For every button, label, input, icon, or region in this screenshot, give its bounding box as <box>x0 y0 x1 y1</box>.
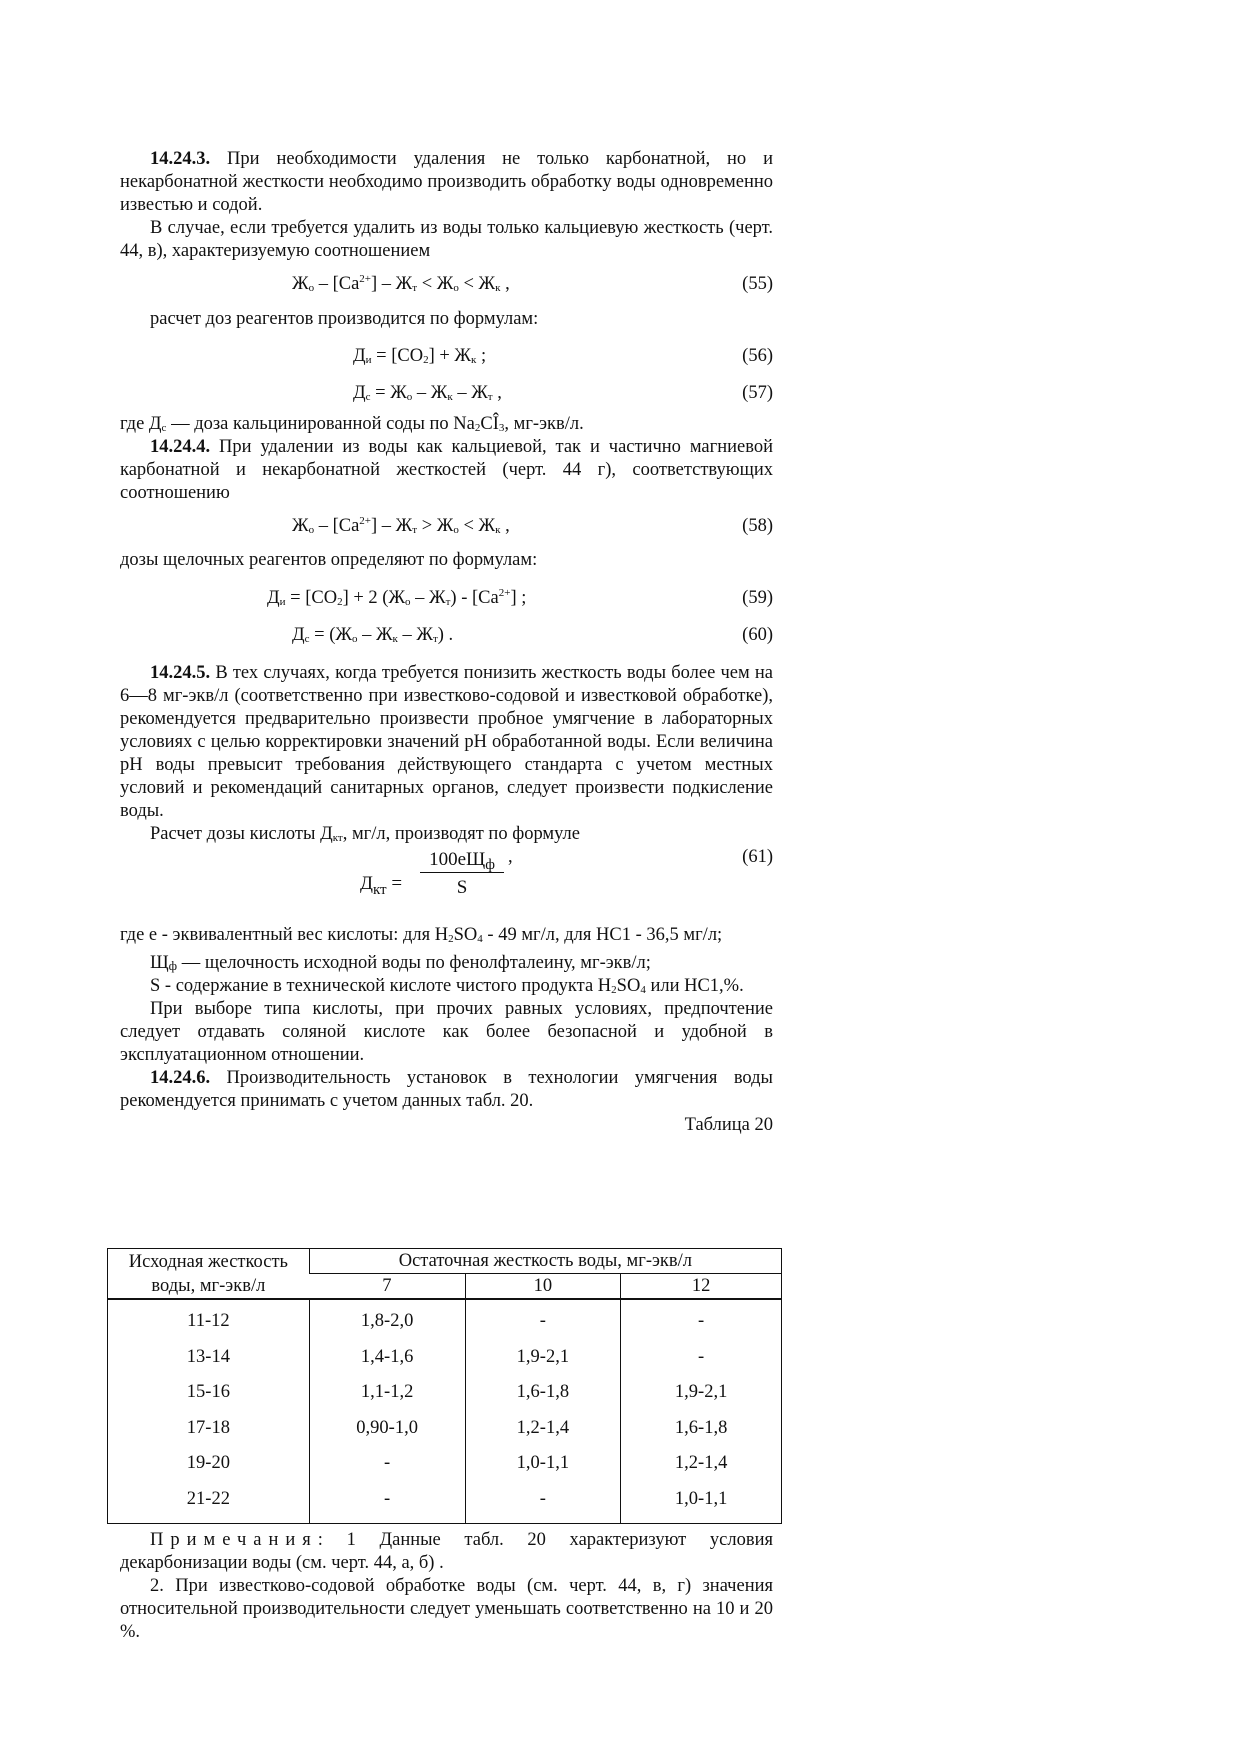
equation-number: (59) <box>742 588 773 608</box>
equation-number: (57) <box>742 383 773 403</box>
equation-formula: $Д_и = [CO_2] + 2$ $(Ж_о - Ж_т) - [Ca^{2+}]$ ; <box>267 587 527 608</box>
equation-formula: $Д_и = [CO_2] + Ж_к$ ; <box>353 346 487 366</box>
equation-55 <box>120 273 773 296</box>
paragraph-acid-choice: При выборе типа кислоты, при прочих равных условиях, предпочтение следует отдавать соляной кислоте как более безопасной и удобной в эксплуатационном отношении. <box>120 999 773 1065</box>
paragraph-where-dc: где $Д_с$ — доза кальцинированной соды по $Na_2CÎ_3$, мг-экв/л. <box>120 414 584 434</box>
section-number: 14.24.4. <box>150 437 211 457</box>
equation-number: (55) <box>742 274 773 294</box>
paragraph-text: В тех случаях, когда требуется понизить жесткость воды более чем на 6—8 мг-экв/л (соответственно при известково-содовой и известковой обработке), рекомендуется предварительно произвести пробное умягчение в лабораторных условиях с целью корректировки значений pH обработанной воды. Если величина pH воды превысит требования действующего стандарта с учетом местных условий и рекомендаций санитарных органов, следует произвести подкисление воды. <box>120 663 773 821</box>
section-number: 14.24.3. <box>150 149 211 169</box>
table-cell: 1,6-1,8 <box>465 1375 621 1411</box>
table-cell: 1,2-1,4 <box>465 1411 621 1447</box>
paragraph-calc: расчет доз реагентов производится по формулам: <box>150 309 539 329</box>
equation-58 <box>120 515 773 538</box>
paragraph-where-s: S - содержание в технической кислоте чистого продукта $H_2SO_4$ или НС1,%. <box>150 976 744 996</box>
equation-comma: , <box>508 847 513 867</box>
equation-number: (61) <box>742 847 773 867</box>
table-cell: - <box>465 1482 621 1524</box>
equation-61 <box>120 846 773 924</box>
equation-59 <box>120 587 773 610</box>
fraction-numerator: $100eЩ_ф$ <box>420 848 504 873</box>
notes-label: Примечания <box>150 1530 318 1550</box>
paragraph-calcium: В случае, если требуется удалить из воды только кальциевую жесткость (черт. 44, в), характеризуемую соотношением <box>120 218 773 261</box>
paragraph-where-sch: $Щ_ф$ — щелочность исходной воды по фенолфталеину, мг-экв/л; <box>150 953 651 973</box>
paragraph-14-24-3 <box>120 148 773 217</box>
table-cell: - <box>465 1299 621 1340</box>
paragraph-14-24-4 <box>120 436 773 505</box>
header-residual-hardness: Остаточная жесткость воды, мг-экв/л <box>309 1249 781 1274</box>
table-cell: 1,8-2,0 <box>309 1299 465 1340</box>
note-1: Примечания: 1 Данные табл. 20 характеризуют условия декарбонизации воды (см. черт. 44, а, б) . <box>120 1530 773 1573</box>
paragraph-text: При удалении из воды как кальциевой, так и частично магниевой карбонатной и некарбонатной жесткостей (черт. 44 г), соответствующих соотношению <box>120 437 773 503</box>
table-caption: Таблица 20 <box>684 1115 773 1135</box>
equation-number: (58) <box>742 516 773 536</box>
table-cell: 1,6-1,8 <box>621 1411 782 1447</box>
equation-56 <box>120 345 773 368</box>
paragraph-where-e: где е - эквивалентный вес кислоты: для $H_2SO_4 - 49$ мг/л, для НС1 - 36,5 мг/л; <box>120 925 723 945</box>
table-row <box>108 1375 782 1411</box>
table-cell: 17-18 <box>186 1417 230 1438</box>
table-row <box>108 1482 782 1524</box>
fraction-denominator: S <box>456 877 468 898</box>
paragraph-text: Производительность установок в технологии умягчения воды рекомендуется принимать с учетом данных табл. 20. <box>120 1068 773 1111</box>
equation-formula: $Д_с = (Ж_о - Ж_к - Ж_т)$ . <box>292 625 454 645</box>
header-col: 7 <box>309 1274 465 1300</box>
table-cell: 11-12 <box>187 1311 230 1332</box>
equation-number: (60) <box>742 625 773 645</box>
table-row <box>108 1411 782 1447</box>
table-cell: 1,9-2,1 <box>465 1340 621 1376</box>
table-cell: 19-20 <box>186 1453 230 1474</box>
paragraph-14-24-6 <box>120 1067 773 1113</box>
notes-block <box>120 1529 773 1644</box>
note-2: 2. При известково-содовой обработке воды (см. черт. 44, в, г) значения относительной производительности следует уменьшать соответственно на 10 и 20 %. <box>120 1576 773 1642</box>
paragraph-alkaline: дозы щелочных реагентов определяют по формулам: <box>120 550 538 570</box>
table-cell: - <box>309 1482 465 1524</box>
table-cell: 1,2-1,4 <box>621 1446 782 1482</box>
table-cell: 0,90-1,0 <box>309 1411 465 1447</box>
table-header-row <box>108 1249 782 1274</box>
table-20 <box>107 1248 782 1524</box>
paragraph-text: При необходимости удаления не только карбонатной, но и некарбонатной жесткости необходимо производить обработку воды одновременно известью и содой. <box>120 149 773 215</box>
section-number: 14.24.5. <box>150 663 211 683</box>
fraction-lhs: $Д_{кт}$ = <box>360 873 403 898</box>
table-cell: 1,0-1,1 <box>465 1446 621 1482</box>
header-initial-hardness: Исходная жесткость воды, мг-экв/л <box>108 1249 310 1300</box>
equation-formula: $Д_с = Ж_о - Ж_к - Ж_т$ , <box>353 383 502 403</box>
table-cell: 15-16 <box>186 1382 230 1403</box>
table-cell: 13-14 <box>186 1346 230 1367</box>
table-cell: - <box>621 1340 782 1376</box>
equation-57 <box>120 382 773 405</box>
table-cell: 21-22 <box>186 1488 230 1509</box>
table-row <box>108 1446 782 1482</box>
paragraph-acid-dose: Расчет дозы кислоты $Д_{кт}$, мг/л, производят по формуле <box>150 824 581 844</box>
equation-formula: $Ж_о - [Ca^{2+}] - Ж_т > Ж_о < Ж_к$ , <box>292 515 510 536</box>
table-cell: - <box>309 1446 465 1482</box>
table-row <box>108 1299 782 1340</box>
table-cell: 1,0-1,1 <box>621 1482 782 1524</box>
header-col: 10 <box>465 1274 621 1300</box>
document-page <box>120 148 773 1137</box>
equation-60 <box>120 624 773 647</box>
table-cell: 1,1-1,2 <box>309 1375 465 1411</box>
table-cell: 1,9-2,1 <box>621 1375 782 1411</box>
header-col: 12 <box>621 1274 782 1300</box>
section-number: 14.24.6. <box>150 1068 211 1088</box>
paragraph-14-24-5 <box>120 662 773 823</box>
table-row <box>108 1340 782 1376</box>
table-cell: - <box>621 1299 782 1340</box>
equation-formula: $Ж_о - [Ca^{2+}] - Ж_т < Ж_о < Ж_к$ , <box>292 273 510 294</box>
equation-number: (56) <box>742 346 773 366</box>
table-cell: 1,4-1,6 <box>309 1340 465 1376</box>
